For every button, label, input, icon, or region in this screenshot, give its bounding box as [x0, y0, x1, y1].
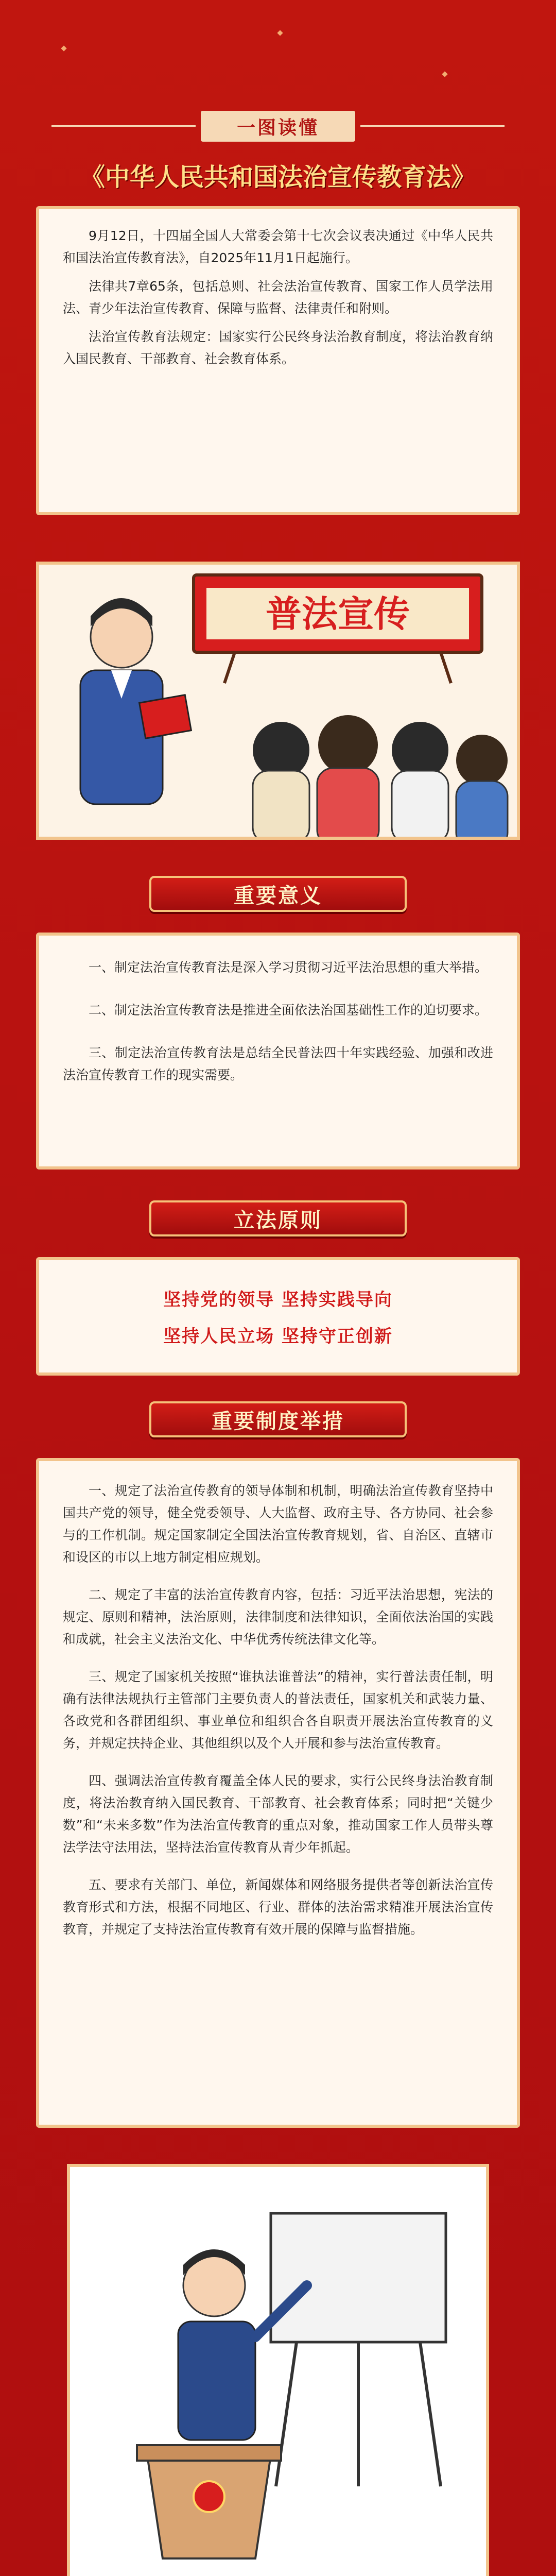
lecture-illustration: [70, 2167, 486, 2576]
measures-paragraph: 二、规定了丰富的法治宣传教育内容，包括：习近平法治思想，宪法的规定、原则和精神，法治原则，法律制度和法律知识，全面依法治国的实践和成就，社会主义法治文化、中华优秀传统法律文化等。: [63, 1587, 493, 1647]
significance-paragraph: 三、制定法治宣传教育法是总结全民普法四十年实践经验、加强和改进法治宣传教育工作的现实需要。: [63, 1045, 493, 1082]
section-heading-principles: 立法原则: [149, 1200, 407, 1236]
significance-card: [36, 933, 520, 1170]
measures-paragraph: 五、要求有关部门、单位，新闻媒体和网络服务提供者等创新法治宣传教育形式和方法，根据不同地区、行业、群体的法治需求精准开展法治宣传教育，并规定了支持法治宣传教育有效开展的保障与监督措施。: [63, 1877, 493, 1937]
measures-paragraph: 三、规定了国家机关按照“谁执法谁普法”的精神，实行普法责任制，明确有法律法规执行主管部门主要负责人的普法责任，国家机关和武装力量、各政党和各群团组织、事业单位和组织合各自职责开展法治宣传教育的义务，并规定扶持企业、其他组织以及个人开展和参与法治宣传教育。: [63, 1669, 493, 1751]
principle-line: 坚持党的领导 坚持实践导向: [163, 1290, 393, 1310]
significance-paragraph: 二、制定法治宣传教育法是推进全面依法治国基础性工作的迫切要求。: [89, 1003, 488, 1018]
principles-card: [36, 1257, 520, 1376]
intro-paragraph: 法律共7章65条，包括总则、社会法治宣传教育、国家工作人员学法用法、青少年法治宣传教育、保障与监督、法律责任和附则。: [63, 279, 493, 316]
section-heading-measures: 重要制度举措: [149, 1401, 407, 1437]
speaker-illustration: [67, 2164, 489, 2576]
measures-paragraph: 四、强调法治宣传教育覆盖全体人民的要求，实行公民终身法治教育制度，将法治教育纳入国民教育、干部教育、社会教育体系；同时把“关键少数”和“未来多数”作为法治宣传教育的重点对象，推动国家工作人员带头尊法学法守法用法，坚持法治宣传教育从青少年抓起。: [63, 1773, 493, 1855]
intro-paragraph: 法治宣传教育法规定：国家实行公民终身法治教育制度，将法治教育纳入国民教育、干部教育、社会教育体系。: [63, 329, 493, 366]
intro-card: [36, 206, 520, 515]
sparkle-icon: [61, 45, 66, 51]
classroom-illustration: [39, 565, 517, 837]
significance-paragraph: 一、制定法治宣传教育法是深入学习贯彻习近平法治思想的重大举措。: [89, 960, 488, 975]
header-badge: 一图读懂: [201, 111, 355, 142]
banner-sign-text: 普法宣传: [266, 593, 410, 635]
intro-paragraph: 9月12日，十四届全国人大常委会第十七次会议表决通过《中华人民共和国法治宣传教育法》，自2025年11月1日起施行。: [63, 228, 493, 265]
principle-line: 坚持人民立场 坚持守正创新: [163, 1326, 393, 1347]
sparkle-icon: [277, 30, 283, 36]
measures-card: [36, 1458, 520, 2128]
measures-paragraph: 一、规定了法治宣传教育的领导体制和机制，明确法治宣传教育坚持中国共产党的领导，健全党委领导、人大监督、政府主导、各方协同、社会参与的工作机制。规定国家制定全国法治宣传教育规划，省、自治区、直辖市和设区的市以上地方制定相应规划。: [63, 1483, 493, 1565]
sparkle-icon: [442, 71, 447, 77]
section-heading-significance: 重要意义: [149, 876, 407, 912]
page-title: 《中华人民共和国法治宣传教育法》: [80, 163, 476, 192]
teacher-illustration: [36, 562, 520, 840]
